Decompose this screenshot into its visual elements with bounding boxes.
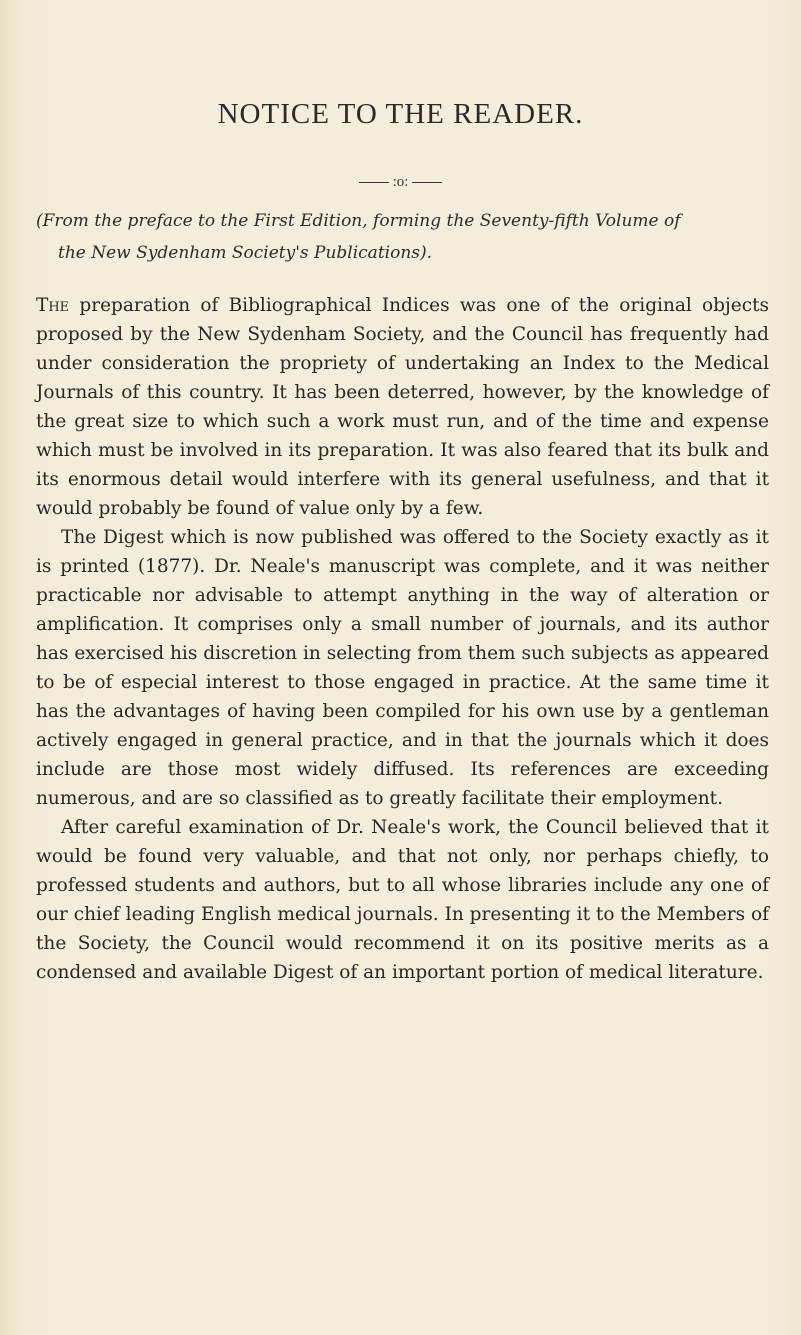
paragraph-1 <box>36 291 769 523</box>
paragraph-1-lead: The <box>36 295 70 316</box>
preface-line-2: the New Sydenham Society's Publications). <box>58 243 433 263</box>
ornament-mark: :o: <box>392 174 409 190</box>
paragraph-3: After careful examination of Dr. Neale's work, the Council believed that it would be found very valuable, and that not only, nor perhaps chiefly, to professed students and authors, but to all whose libraries include any one of our chief leading English medical journals. In presenting it to the Members of the Society, the Council would recommend it on its positive merits as a condensed and available Digest of an important portion of medical literature. <box>36 817 769 983</box>
paragraph-2: The Digest which is now published was offered to the Society exactly as it is printed (1877). Dr. Neale's manuscript was complete, and it was neither practicable nor advisable to attempt anything in the way of alteration or amplification. It comprises only a small number of journals, and its author has exercised his discretion in selecting from them such subjects as appeared to be of especial interest to those engaged in practice. At the same time it has the advantages of having been compiled for his own use by a gentleman actively engaged in general practice, and in that the journals which it does include are those most widely diffused. Its references are exceeding numerous, and are so classified as to greatly facilitate their employment. <box>36 527 769 809</box>
page-title: NOTICE TO THE READER. <box>217 98 584 130</box>
ornament-divider <box>0 174 801 191</box>
paragraph-1-text: preparation of Bibliographical Indices was one of the original objects proposed by the New Sydenham Society, and the Council has frequently had under consideration the propriety of undertaking an Index to the Medical Journals of this country. It has been deterred, however, by the knowledge of the great size to which such a work must run, and of the time and expense which must be involved in its preparation. It was also feared that its bulk and its enormous detail would interfere with its general usefulness, and that it would probably be found of value only by a few. <box>36 295 769 519</box>
preface-line-1: (From the preface to the First Edition, forming the Seventy-fifth Volume of <box>36 211 681 231</box>
divider-rule-right <box>412 182 442 183</box>
body-text <box>36 291 769 987</box>
divider-rule-left <box>359 182 389 183</box>
preface-note <box>36 205 771 269</box>
